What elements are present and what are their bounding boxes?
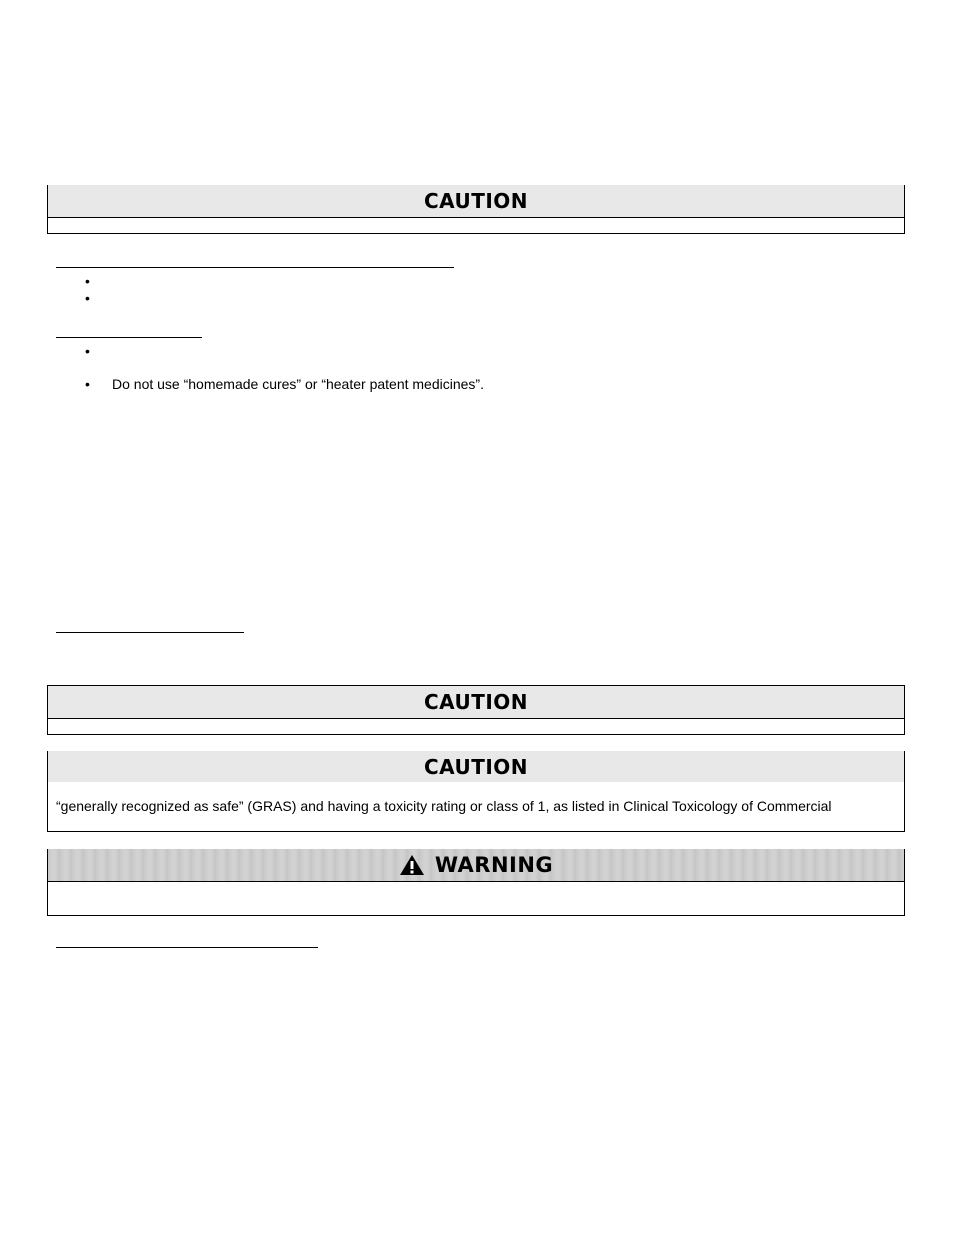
caution-header-2: CAUTION: [48, 686, 904, 719]
warning-header: [48, 849, 904, 882]
caution-body-text: “generally recognized as safe” (GRAS) and having a toxicity rating or class of 1, as listed in Clinical Toxicology of Commercial: [56, 798, 832, 814]
bullet-2: •: [85, 290, 90, 306]
caution-header-3: CAUTION: [48, 751, 904, 782]
list-item-text: Do not use “homemade cures” or “heater patent medicines”.: [112, 376, 484, 392]
section-heading-rule-1: [56, 267, 454, 268]
bullet-1: •: [85, 273, 90, 289]
warning-box: [47, 849, 905, 916]
warning-title: WARNING: [434, 853, 554, 877]
caution-header-1: CAUTION: [48, 185, 904, 218]
section-heading-rule-2: [56, 337, 202, 338]
warning-triangle-icon: [399, 854, 425, 876]
bullet-4: •: [85, 376, 90, 392]
bullet-3: •: [85, 343, 90, 359]
caution-box-3: [47, 751, 905, 832]
section-heading-rule-3: [56, 632, 244, 633]
caution-box-1: [47, 185, 905, 234]
section-heading-rule-4: [56, 947, 318, 948]
caution-box-2: [47, 685, 905, 735]
